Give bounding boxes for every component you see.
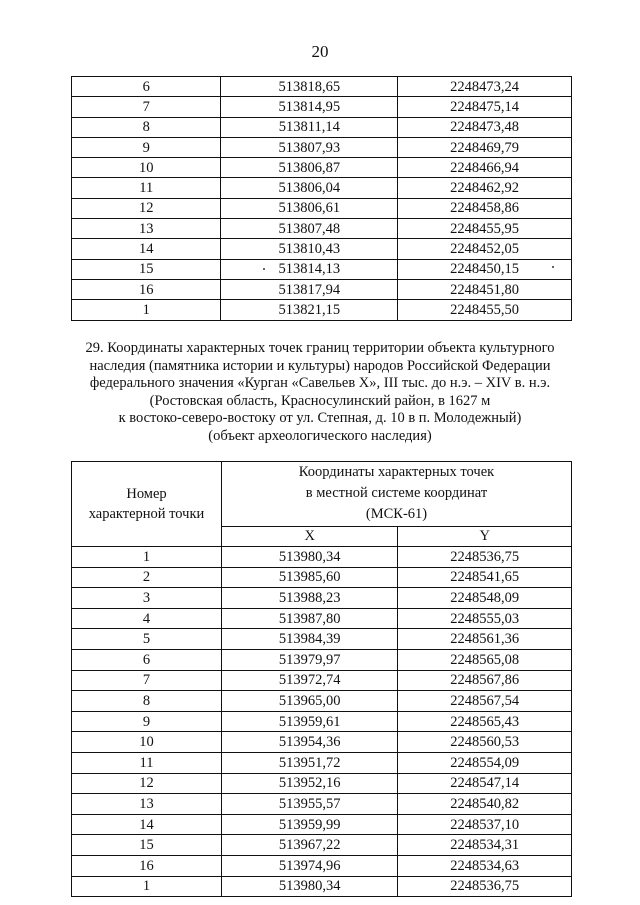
table-row [72,77,572,97]
table-row [72,629,572,650]
point-number-cell: 3 [72,588,222,609]
table-row [72,649,572,670]
coordinates-table-continued [71,76,572,321]
header-line: Номер [126,486,167,502]
point-number-cell: 15 [72,259,221,279]
table-row [72,876,572,897]
x-coordinate-cell: 513806,61 [221,198,398,218]
x-coordinate-cell: 513810,43 [221,239,398,259]
point-number-cell: 11 [72,752,222,773]
section-heading-line: (Ростовская область, Красносулинский район, в 1627 м [149,392,491,409]
page-number: 20 [311,42,329,61]
table-row [72,178,572,198]
y-coordinate-cell: 2248455,50 [398,300,572,320]
table-row [72,117,572,137]
table-row [72,855,572,876]
x-coordinate-cell: 513811,14 [221,117,398,137]
point-number-cell: 7 [72,97,221,117]
point-number-cell: 6 [72,649,222,670]
section-heading-line: (объект археологического наследия) [208,427,432,444]
coordinates-table [71,461,572,897]
section-heading-line: наследия (памятника истории и культуры) народов Российской Федерации [89,357,551,374]
section-heading-line: к востоко-северо-востоку от ул. Степная, д. 10 в п. Молодежный) [118,410,522,427]
table-row [72,300,572,320]
point-number-cell: 2 [72,567,222,588]
table-row [72,711,572,732]
table-row [72,97,572,117]
table-row [72,588,572,609]
x-coordinate-cell: 513955,57 [222,794,398,815]
x-coordinate-cell: 513972,74 [222,670,398,691]
table-row [72,198,572,218]
point-number-cell: 11 [72,178,221,198]
point-number-cell: 9 [72,137,221,157]
table-row [72,567,572,588]
header-line: характерной точки [88,506,205,522]
y-coordinate-cell: 2248473,24 [398,77,572,97]
point-number-cell: 8 [72,117,221,137]
x-coordinate-cell: 513814,95 [221,97,398,117]
y-coordinate-cell: 2248451,80 [398,279,572,299]
table-row [72,794,572,815]
point-number-cell: 9 [72,711,222,732]
header-line: Координаты характерных точек [298,464,495,481]
y-coordinate-cell: 2248466,94 [398,158,572,178]
section-heading-line: 29. Координаты характерных точек границ территории объекта культурного [85,340,555,356]
point-number-cell: 5 [72,629,222,650]
x-coordinate-cell: 513954,36 [222,732,398,753]
x-coordinate-cell: 513959,99 [222,814,398,835]
point-number-cell: 16 [72,279,221,299]
x-coordinate-cell: 513817,94 [221,279,398,299]
x-coordinate-cell: 513980,34 [222,547,398,568]
y-coordinate-cell: 2248469,79 [398,137,572,157]
section-heading-line: федерального значения «Курган «Савельев X», III тыс. до н.э. – XIV в. н.э. [89,375,551,392]
x-coordinate-cell: 513980,34 [222,876,398,897]
y-coordinate-cell: 2248473,48 [398,117,572,137]
x-coordinate-cell: 513806,87 [221,158,398,178]
y-coordinate-cell: 2248567,86 [398,670,572,691]
y-coordinate-cell: 2248536,75 [398,876,572,897]
x-coordinate-cell: 513988,23 [222,588,398,609]
x-coordinate-cell: 513984,39 [222,629,398,650]
x-coordinate-cell: 513952,16 [222,773,398,794]
table-row [72,259,572,279]
x-coordinate-cell: 513987,80 [222,608,398,629]
y-coordinate-cell: 2248547,14 [398,773,572,794]
table-row [72,691,572,712]
point-number-cell: 6 [72,77,221,97]
table-row [72,670,572,691]
section-heading [60,340,580,446]
point-number-cell: 1 [72,876,222,897]
y-coordinate-cell: 2248565,43 [398,711,572,732]
x-coordinate-cell: 513979,97 [222,649,398,670]
coordinates-table-body [72,547,572,897]
y-coordinate-cell: 2248450,15 [398,259,572,279]
table-row [72,239,572,259]
y-coordinate-cell: 2248536,75 [398,547,572,568]
y-coordinate-cell: 2248565,08 [398,649,572,670]
table-row [72,835,572,856]
coordinates-table-body [72,77,572,321]
x-coordinate-cell: 513959,61 [222,711,398,732]
x-coordinate-cell: 513951,72 [222,752,398,773]
column-x-header: X [222,526,398,546]
y-coordinate-cell: 2248462,92 [398,178,572,198]
point-number-cell: 14 [72,814,222,835]
table-row [72,814,572,835]
scan-speck [263,268,265,270]
coordinates-header [222,462,572,527]
table-row [72,158,572,178]
x-coordinate-cell: 513814,13 [221,259,398,279]
y-coordinate-cell: 2248534,31 [398,835,572,856]
y-coordinate-cell: 2248455,95 [398,219,572,239]
point-number-cell: 13 [72,794,222,815]
point-number-cell: 12 [72,198,221,218]
x-coordinate-cell: 513818,65 [221,77,398,97]
x-coordinate-cell: 513807,48 [221,219,398,239]
column-y-header: Y [398,526,572,546]
point-number-cell: 13 [72,219,221,239]
table-row [72,219,572,239]
point-number-cell: 15 [72,835,222,856]
point-number-cell: 14 [72,239,221,259]
point-number-cell: 10 [72,158,221,178]
x-coordinate-cell: 513807,93 [221,137,398,157]
y-coordinate-cell: 2248540,82 [398,794,572,815]
y-coordinate-cell: 2248534,63 [398,855,572,876]
x-coordinate-cell: 513985,60 [222,567,398,588]
table-row [72,137,572,157]
point-number-cell: 7 [72,670,222,691]
header-line: (МСК-61) [365,506,428,523]
x-coordinate-cell: 513965,00 [222,691,398,712]
point-number-header [72,462,222,547]
y-coordinate-cell: 2248555,03 [398,608,572,629]
point-number-cell: 1 [72,547,222,568]
table-row [72,752,572,773]
point-number-cell: 10 [72,732,222,753]
y-coordinate-cell: 2248475,14 [398,97,572,117]
y-coordinate-cell: 2248560,53 [398,732,572,753]
point-number-cell: 16 [72,855,222,876]
x-coordinate-cell: 513821,15 [221,300,398,320]
x-coordinate-cell: 513967,22 [222,835,398,856]
table-row [72,732,572,753]
point-number-cell: 8 [72,691,222,712]
y-coordinate-cell: 2248567,54 [398,691,572,712]
table-row [72,279,572,299]
x-coordinate-cell: 513806,04 [221,178,398,198]
y-coordinate-cell: 2248561,36 [398,629,572,650]
y-coordinate-cell: 2248548,09 [398,588,572,609]
y-coordinate-cell: 2248452,05 [398,239,572,259]
x-coordinate-cell: 513974,96 [222,855,398,876]
point-number-cell: 1 [72,300,221,320]
y-coordinate-cell: 2248554,09 [398,752,572,773]
y-coordinate-cell: 2248458,86 [398,198,572,218]
table-row [72,773,572,794]
point-number-cell: 12 [72,773,222,794]
point-number-cell: 4 [72,608,222,629]
y-coordinate-cell: 2248537,10 [398,814,572,835]
table-row [72,608,572,629]
table-row [72,547,572,568]
header-line: в местной системе координат [305,485,488,502]
y-coordinate-cell: 2248541,65 [398,567,572,588]
scan-speck [552,266,554,268]
